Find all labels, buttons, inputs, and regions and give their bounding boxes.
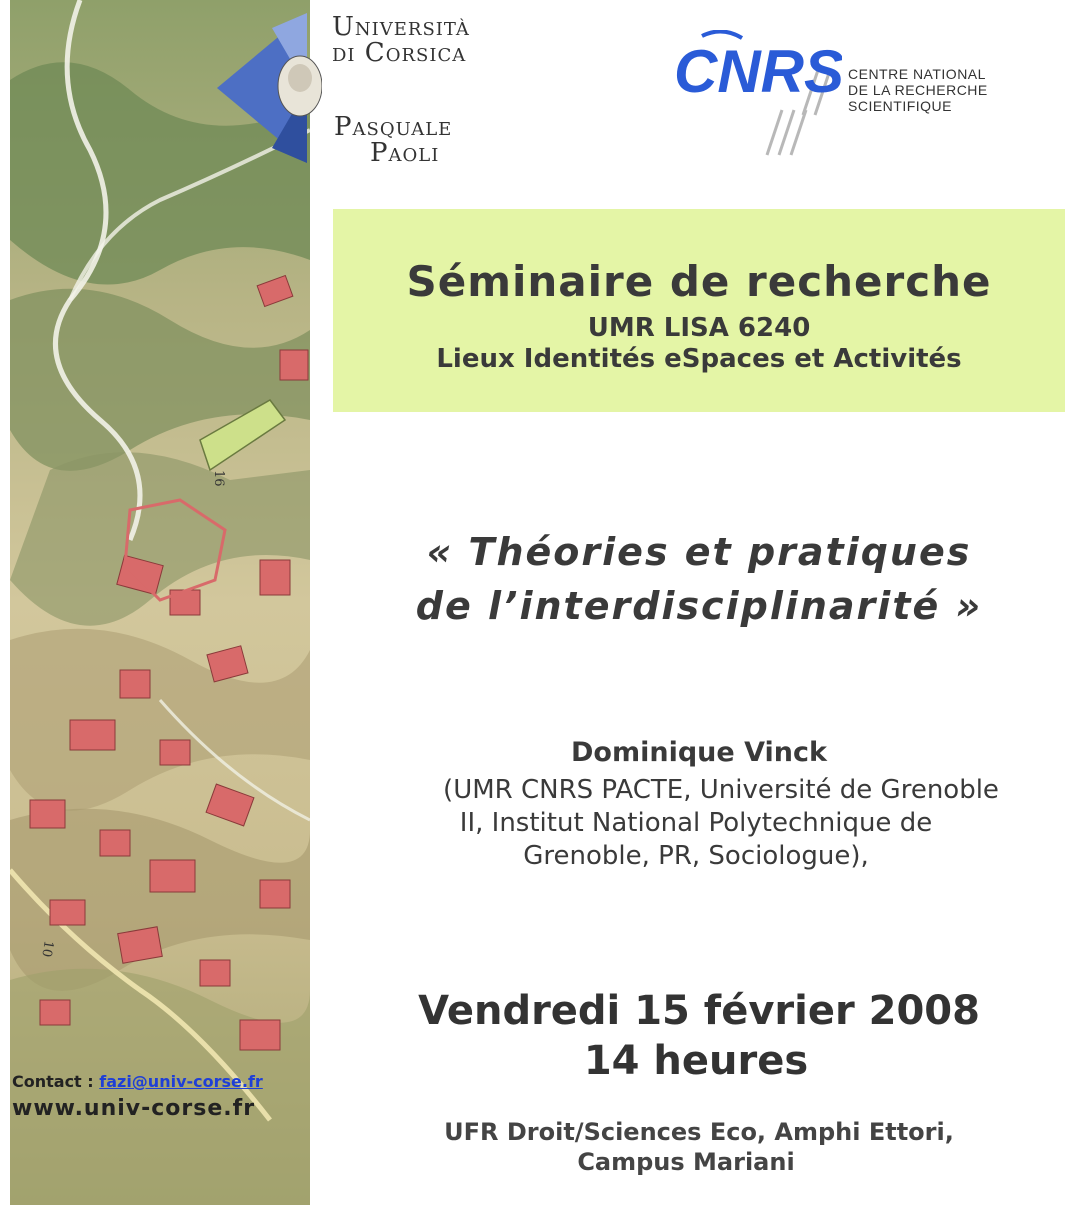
speaker-affiliation-line1: (UMR CNRS PACTE, Université de Grenoble <box>443 775 999 805</box>
cnrs-logo <box>672 30 842 160</box>
historical-map-strip <box>10 0 310 1205</box>
contact-line <box>12 1072 263 1091</box>
university-emblem-icon <box>212 8 322 168</box>
universita-di-corsica-logo <box>212 8 502 168</box>
speaker-name: Dominique Vinck <box>571 737 827 768</box>
seminar-title: Séminaire de recherche <box>406 257 992 306</box>
cnrs-caption-line: DE LA RECHERCHE <box>848 82 988 98</box>
cnrs-caption <box>848 66 988 114</box>
seminar-time: 14 heures <box>583 1038 809 1084</box>
seminar-date: Vendredi 15 février 2008 <box>418 988 980 1034</box>
university-name-line4: Paoli <box>370 138 440 168</box>
cnrs-caption-line: SCIENTIFIQUE <box>848 98 953 114</box>
talk-title-line1: « Théories et pratiques <box>426 530 972 574</box>
cnrs-emblem-icon <box>672 30 842 160</box>
research-unit-name: Lieux Identités eSpaces et Activités <box>436 344 962 374</box>
speaker-affiliation-line2: II, Institut National Polytechnique de <box>459 808 933 838</box>
map-number-label: 16 <box>211 470 226 487</box>
location-line1: UFR Droit/Sciences Eco, Amphi Ettori, <box>444 1118 954 1146</box>
contact-label: Contact : <box>12 1072 100 1091</box>
university-name-line1: Università <box>332 12 470 42</box>
location-line2: Campus Mariani <box>577 1148 795 1176</box>
university-name-line3: Pasquale <box>334 112 453 142</box>
speaker-affiliation-line3: Grenoble, PR, Sociologue), <box>523 841 869 871</box>
map-number-label: 10 <box>38 939 56 959</box>
research-unit: UMR LISA 6240 <box>587 313 811 343</box>
talk-title-line2: de l’interdisciplinarité » <box>415 584 983 628</box>
cnrs-logo-text: CNRS <box>674 38 842 105</box>
cnrs-caption-line: CENTRE NATIONAL <box>848 66 986 82</box>
website-url: www.univ-corse.fr <box>12 1096 256 1121</box>
contact-email-link[interactable]: fazi@univ-corse.fr <box>99 1072 263 1091</box>
map-illustration <box>10 0 310 1205</box>
seminar-banner <box>333 209 1065 412</box>
university-name-line2: di Corsica <box>332 38 467 68</box>
